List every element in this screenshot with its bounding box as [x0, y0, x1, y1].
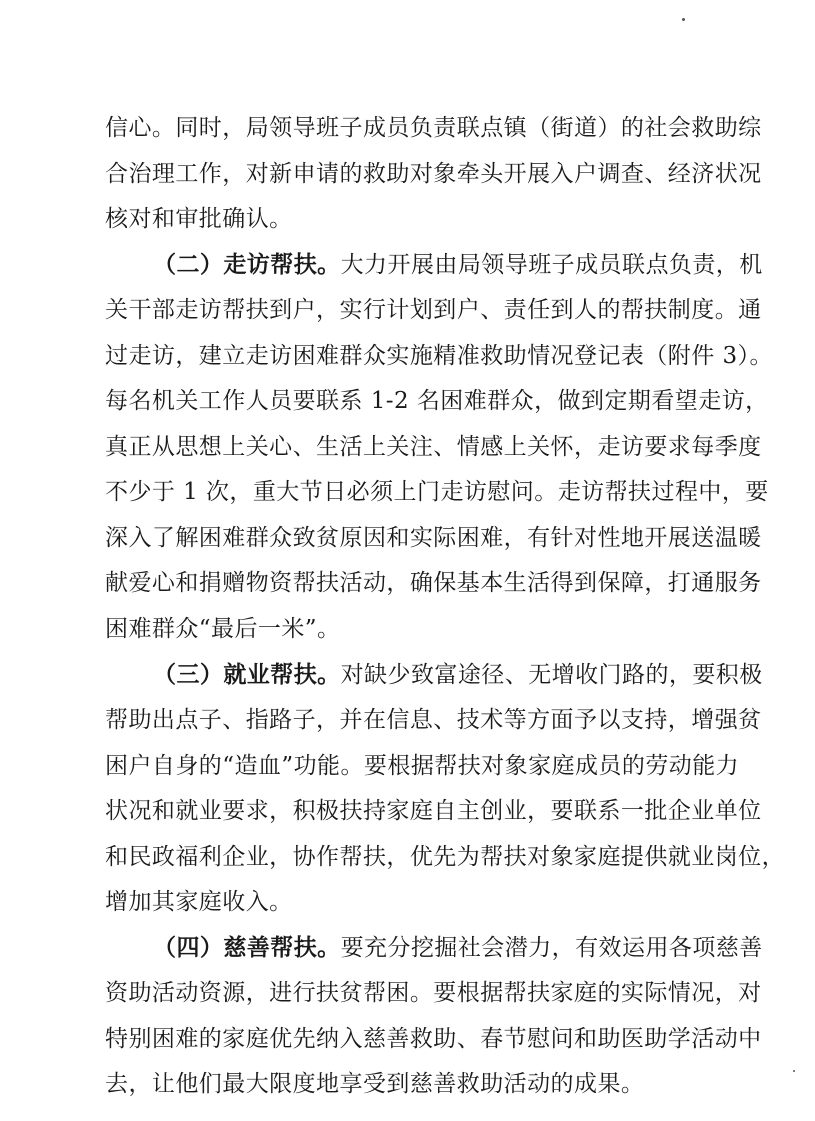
paragraph-2-line-6: 不少于 1 次，重大节日必须上门走访慰问。走访帮扶过程中，要: [105, 479, 769, 505]
paragraph-2-line-4: 每名机关工作人员要联系 1-2 名困难群众，做到定期看望走访，: [105, 388, 769, 414]
paragraph-2-line-7: 深入了解困难群众致贫原因和实际困难，有针对性地开展送温暖: [105, 525, 762, 551]
section-heading-charity: （四）慈善帮扶。: [153, 934, 341, 961]
section-heading-visit: （二）走访帮扶。: [153, 251, 341, 278]
paragraph-3-line-3: 困户自身的“造血”功能。要根据帮扶对象家庭成员的劳动能力: [105, 753, 740, 779]
paragraph-4-line-2: 资助活动资源，进行扶贫帮困。要根据帮扶家庭的实际情况，对: [105, 980, 762, 1006]
paragraph-3-line-4: 状况和就业要求，积极扶持家庭自主创业，要联系一批企业单位: [105, 798, 762, 824]
paragraph-3-line-6: 增加其家庭收入。: [105, 889, 293, 915]
paragraph-2-line-3: 过走访，建立走访困难群众实施精准救助情况登记表（附件 3）。: [105, 343, 773, 369]
paragraph-2-line-9: 困难群众“最后一米”。: [105, 616, 341, 642]
paragraph-4-line-4: 去，让他们最大限度地享受到慈善救助活动的成果。: [105, 1071, 645, 1097]
paragraph-1-line-2: 合治理工作，对新申请的救助对象牵头开展入户调查、经济状况: [105, 161, 762, 187]
paragraph-2-line-5: 真正从思想上关心、生活上关注、情感上关怀，走访要求每季度: [105, 434, 762, 460]
paragraph-2-line-8: 献爱心和捐赠物资帮扶活动，确保基本生活得到保障，打通服务: [105, 570, 762, 596]
paragraph-3-line-1-text: 对缺少致富途径、无增收门路的，要积极: [340, 662, 763, 688]
scan-speck: [682, 18, 685, 21]
section-heading-employment: （三）就业帮扶。: [153, 661, 341, 688]
scan-speck: [793, 1070, 795, 1072]
paragraph-4-line-3: 特别困难的家庭优先纳入慈善救助、春节慰问和助医助学活动中: [105, 1026, 762, 1052]
paragraph-4-line-1: [153, 932, 763, 964]
paragraph-1-line-3: 核对和审批确认。: [105, 206, 293, 232]
paragraph-3-line-1: [153, 659, 763, 691]
paragraph-2-line-1: [153, 249, 763, 281]
paragraph-1-line-1: 信心。同时，局领导班子成员负责联点镇（街道）的社会救助综: [105, 115, 762, 141]
paragraph-4-line-1-text: 要充分挖掘社会潜力，有效运用各项慈善: [340, 935, 763, 961]
paragraph-3-line-5: 和民政福利企业，协作帮扶，优先为帮扶对象家庭提供就业岗位，: [105, 844, 786, 870]
paragraph-2-line-2: 关干部走访帮扶到户，实行计划到户、责任到人的帮扶制度。通: [105, 297, 762, 323]
paragraph-2-line-1-text: 大力开展由局领导班子成员联点负责，机: [340, 252, 763, 278]
paragraph-3-line-2: 帮助出点子、指路子，并在信息、技术等方面予以支持，增强贫: [105, 707, 762, 733]
